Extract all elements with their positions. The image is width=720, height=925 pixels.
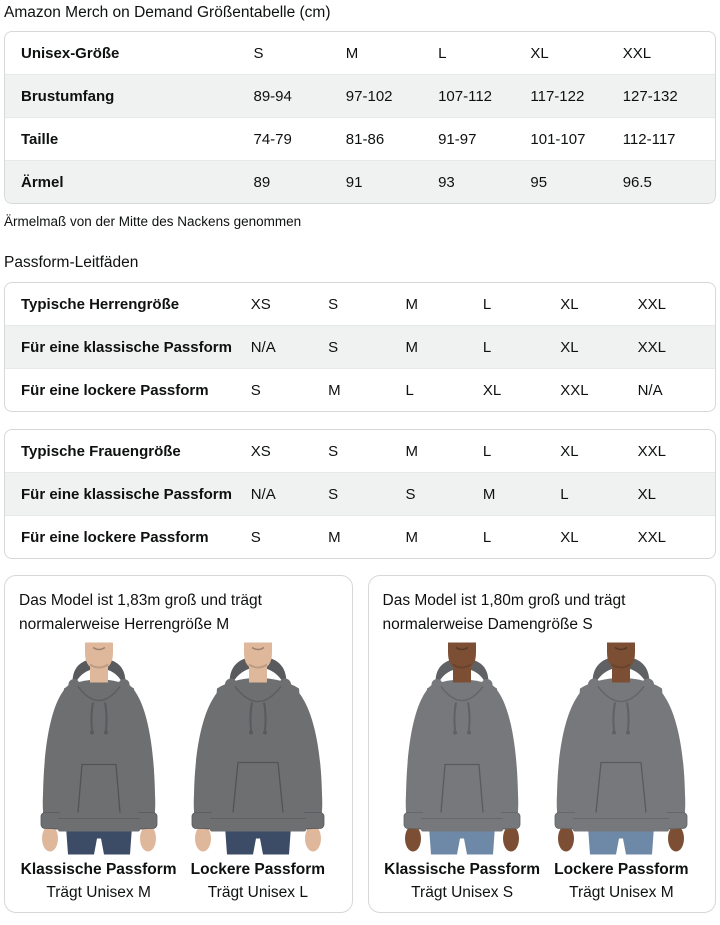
table-cell: M (405, 295, 418, 313)
table-cell: 91 (346, 161, 438, 204)
table-cell: L (482, 295, 492, 313)
table-row (5, 32, 715, 75)
table-cell: XL (560, 516, 637, 559)
female-loose-figure (542, 641, 701, 902)
table-cell: N/A (638, 369, 715, 412)
table-row (5, 161, 715, 204)
female-model-card (368, 575, 717, 913)
table-cell: 89-94 (254, 75, 346, 118)
table-cell: S (328, 442, 339, 460)
table-cell: 97-102 (346, 75, 438, 118)
fit-label: Lockere Passform (554, 861, 689, 878)
table-cell: XXL (638, 326, 715, 369)
table-cell: 117-122 (530, 75, 622, 118)
row-label: Für eine lockere Passform (5, 369, 251, 412)
table-cell: M (405, 326, 482, 369)
wears-label: Trägt Unisex M (569, 884, 674, 901)
table-cell: 101-107 (530, 118, 622, 161)
male-loose-figure (178, 641, 337, 902)
table-cell: XXL (637, 295, 666, 313)
table-cell: 96.5 (623, 161, 715, 204)
row-label: Ärmel (5, 161, 254, 204)
model-photo-female-classic (387, 641, 537, 856)
table-cell: XXL (638, 516, 715, 559)
table-cell: XL (638, 473, 715, 516)
table-row (5, 430, 715, 473)
wears-label: Trägt Unisex L (207, 884, 308, 901)
table-cell: M (328, 516, 405, 559)
mens-fit-table (4, 282, 716, 412)
table-row (5, 118, 715, 161)
table-cell: XL (560, 326, 637, 369)
table-cell: 89 (254, 161, 346, 204)
table-cell: M (328, 369, 405, 412)
table-cell: M (345, 44, 359, 62)
fit-label: Lockere Passform (190, 861, 326, 878)
row-label: Taille (5, 118, 254, 161)
model-photo-male-classic (24, 641, 174, 856)
table-cell: XL (530, 44, 549, 62)
female-model-heading: Das Model ist 1,80m groß und trägt normalerweise Damengröße S (382, 592, 626, 633)
sleeve-measure-note: Ärmelmaß von der Mitte des Nackens genommen (4, 214, 302, 229)
table-cell: XS (250, 295, 271, 313)
womens-fit-table (4, 429, 716, 559)
table-cell: S (251, 516, 328, 559)
table-cell: L (482, 442, 492, 460)
row-label: Brustumfang (5, 75, 254, 118)
table-cell: 81-86 (346, 118, 438, 161)
table-cell: 74-79 (254, 118, 346, 161)
table-cell: 112-117 (623, 118, 715, 161)
table-row (5, 75, 715, 118)
table-cell: XL (560, 442, 579, 460)
fit-guides-title: Passform-Leitfäden (4, 254, 139, 271)
table-cell: M (483, 473, 560, 516)
row-label: Unisex-Größe (21, 44, 120, 62)
table-cell: L (483, 516, 560, 559)
table-cell: XXL (560, 369, 637, 412)
wears-label: Trägt Unisex S (411, 884, 514, 901)
table-cell: L (438, 44, 447, 62)
table-cell: S (251, 369, 328, 412)
table-row (5, 473, 715, 516)
table-cell: S (253, 44, 264, 62)
page-title: Amazon Merch on Demand Größentabelle (cm) (4, 4, 331, 21)
row-label: Für eine klassische Passform (5, 326, 251, 369)
male-classic-figure (19, 641, 178, 902)
male-model-heading: Das Model ist 1,83m groß und trägt normalerweise Herrengröße M (19, 592, 262, 633)
unisex-size-table (4, 31, 716, 204)
table-row (5, 326, 715, 369)
table-row (5, 516, 715, 559)
table-cell: S (328, 326, 405, 369)
table-cell: XXL (622, 44, 652, 62)
row-label: Typische Herrengröße (21, 295, 180, 313)
model-photo-female-loose (546, 641, 696, 856)
row-label: Für eine lockere Passform (5, 516, 251, 559)
table-cell: XS (250, 442, 271, 460)
table-cell: L (560, 473, 637, 516)
table-cell: N/A (251, 473, 328, 516)
row-label: Für eine klassische Passform (5, 473, 251, 516)
table-cell: M (405, 516, 482, 559)
male-model-card (4, 575, 353, 913)
row-label: Typische Frauengröße (21, 442, 181, 460)
wears-label: Trägt Unisex M (46, 884, 151, 901)
table-row (5, 283, 715, 326)
table-cell: 107-112 (438, 75, 530, 118)
table-cell: XL (560, 295, 579, 313)
table-cell: L (483, 326, 560, 369)
table-cell: XL (483, 369, 560, 412)
table-cell: S (405, 473, 482, 516)
table-cell: 127-132 (623, 75, 715, 118)
table-cell: 91-97 (438, 118, 530, 161)
fit-label: Klassische Passform (20, 861, 177, 878)
table-cell: 95 (530, 161, 622, 204)
female-classic-figure (383, 641, 542, 902)
table-cell: XXL (637, 442, 666, 460)
table-cell: L (405, 369, 482, 412)
table-row (5, 369, 715, 412)
table-cell: M (405, 442, 418, 460)
table-cell: S (328, 473, 405, 516)
table-cell: N/A (251, 326, 328, 369)
table-cell: 93 (438, 161, 530, 204)
model-photo-male-loose (183, 641, 333, 856)
model-cards (4, 575, 716, 913)
fit-label: Klassische Passform (384, 861, 541, 878)
table-cell: S (328, 295, 339, 313)
